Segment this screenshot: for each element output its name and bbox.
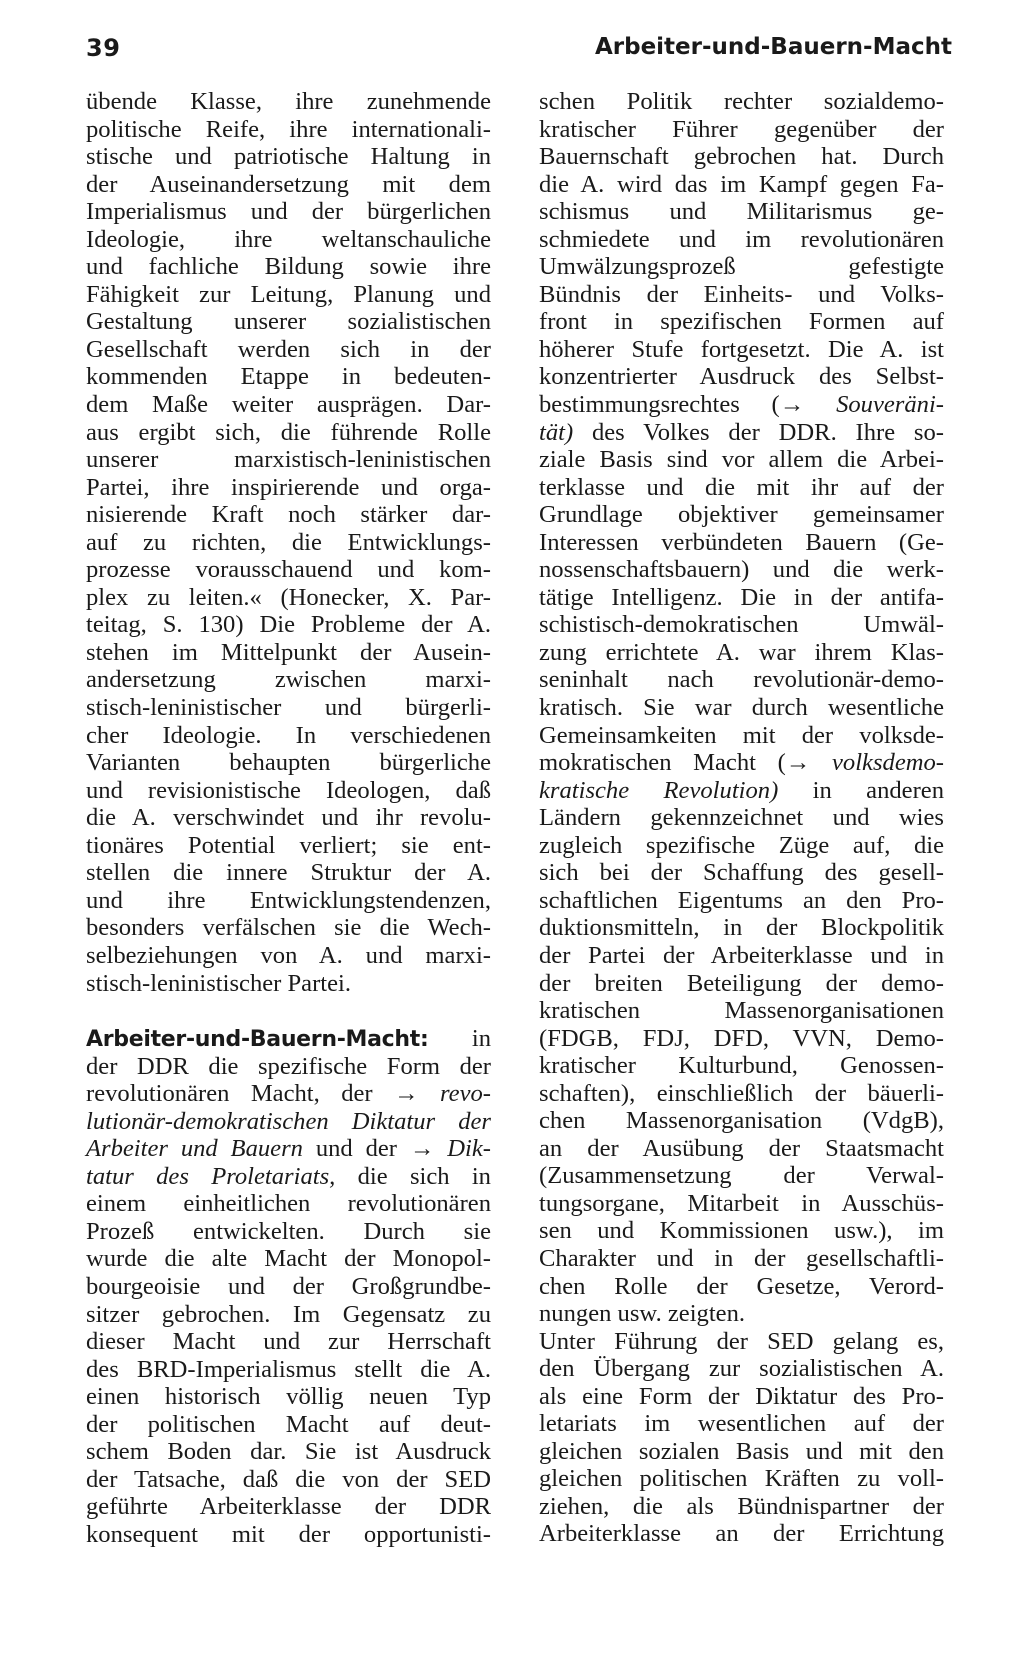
text-line: kratischer Kulturbund, Genossen- — [539, 1052, 944, 1080]
text-line: Arbeiterklasse an der Errichtung — [539, 1520, 944, 1548]
text-line: gleichen politischen Kräften zu voll- — [539, 1465, 944, 1493]
text-line: auf zu richten, die Entwicklungs- — [86, 528, 491, 556]
entry-body — [539, 88, 944, 391]
text-line: der politischen Macht auf deut- — [86, 1410, 491, 1438]
text-line: übende Klasse, ihre zunehmende — [86, 88, 491, 115]
text-line: Gemeinsamkeiten mit der volksde- — [539, 721, 944, 749]
text-line: sich bei der Schaffung des gesell- — [539, 859, 944, 887]
text-line: kratisch. Sie war durch wesentliche — [539, 694, 944, 722]
cross-reference-arrow-icon: → — [394, 1080, 419, 1108]
text-line: Prozeß entwickelten. Durch sie — [86, 1217, 491, 1245]
text-line: Varianten behaupten bürgerliche — [86, 749, 491, 777]
text-line: aus ergibt sich, die führende Rolle — [86, 418, 491, 446]
text-line: plex zu leiten.« (Honecker, X. Par- — [86, 583, 491, 611]
text-line: stisch-leninistischer Partei. — [86, 969, 352, 997]
text-line: kratischer Führer gegenüber der — [539, 115, 944, 143]
text-line: Grundlage objektiver gemeinsamer — [539, 501, 944, 529]
entry-line: Arbeiter und Bauern und der → Dik- — [86, 1135, 491, 1163]
text-line: der breiten Beteiligung der demo- — [539, 969, 944, 997]
dictionary-entry — [86, 1025, 491, 1548]
text-line: sen und Kommissionen usw.), im — [539, 1217, 944, 1245]
text-line: und fachliche Bildung sowie ihre — [86, 253, 491, 281]
text-line: stische und patriotische Haltung in — [86, 143, 491, 171]
text-line: chen Massenorganisation (VdgB), — [539, 1107, 944, 1135]
entry-line: tatur des Proletariats, die sich in — [86, 1162, 491, 1190]
text-line: schaftlichen Eigentums an den Pro- — [539, 886, 944, 914]
page-number: 39 — [86, 34, 121, 62]
entry-line: kratische Revolution) in anderen — [539, 776, 944, 804]
text-line: einem einheitlichen revolutionären — [86, 1190, 491, 1218]
text-line: duktionsmitteln, in der Blockpolitik — [539, 914, 944, 942]
text-line: den Übergang zur sozialistischen A. — [539, 1355, 944, 1383]
cross-reference: tatur des Proletariats, — [86, 1162, 336, 1190]
text-line: stehen im Mittelpunkt der Ausein- — [86, 638, 491, 666]
text-line: tionäres Potential verliert; sie ent- — [86, 831, 491, 859]
text-line: nisierende Kraft noch stärker dar- — [86, 501, 491, 529]
entry-line: Arbeiter-und-Bauern-Macht: in — [86, 1025, 491, 1053]
text-line: unserer marxistisch-leninistischen — [86, 446, 491, 474]
paragraph-continuation — [86, 88, 491, 997]
text-line: schismus und Militarismus ge- — [539, 198, 944, 226]
text-line: sitzer gebrochen. Im Gegensatz zu — [86, 1300, 491, 1328]
entry-line: der DDR die spezifische Form der — [86, 1052, 491, 1080]
text-line: terklasse und die mit ihr auf der — [539, 473, 944, 501]
cross-reference-arrow-icon: → — [409, 1135, 435, 1163]
text-line: der Tatsache, daß die von der SED — [86, 1465, 491, 1493]
text-line: prozesse vorausschauend und kom- — [86, 556, 491, 584]
cross-reference: volksdemo- — [810, 749, 944, 777]
text-line: schaften), einschließlich der bäuerli- — [539, 1079, 944, 1107]
text-line: (FDGB, FDJ, DFD, VVN, Demo- — [539, 1024, 944, 1052]
text-line: als eine Form der Diktatur des Pro- — [539, 1382, 944, 1410]
text-line: nossenschaftsbauern) und die werk- — [539, 556, 944, 584]
text-line: der Partei der Arbeiterklasse und in — [539, 941, 944, 969]
text-line: die A. wird das im Kampf gegen Fa- — [539, 170, 944, 198]
text-line: Fähigkeit zur Leitung, Planung und — [86, 280, 491, 308]
cross-reference-arrow-icon: → — [779, 391, 805, 419]
text-line: wurde die alte Macht der Monopol- — [86, 1245, 491, 1273]
text-line: Charakter und in der gesellschaftli- — [539, 1244, 944, 1272]
text-line: Ländern gekennzeichnet und wies — [539, 804, 944, 832]
running-head: Arbeiter-und-Bauern-Macht — [594, 34, 952, 60]
text-line: politische Reife, ihre internationali- — [86, 115, 491, 143]
text-line: Unter Führung der SED gelang es, — [539, 1327, 944, 1355]
text-line: einen historisch völlig neuen Typ — [86, 1383, 491, 1411]
left-column — [86, 88, 491, 1548]
text-line: kommenden Etappe in bedeuten- — [86, 363, 491, 391]
text-line: geführte Arbeiterklasse der DDR — [86, 1493, 491, 1521]
text-line: und revisionistische Ideologen, daß — [86, 776, 491, 804]
text-line: schmiedete und im revolutionären — [539, 225, 944, 253]
text-line: andersetzung zwischen marxi- — [86, 666, 491, 694]
text-line: Bündnis der Einheits- und Volks- — [539, 280, 944, 308]
cross-reference: Souveräni- — [804, 391, 944, 419]
text-line: selbeziehungen von A. und marxi- — [86, 941, 491, 969]
text-line: schem Boden dar. Sie ist Ausdruck — [86, 1438, 491, 1466]
text-line: konzentrierter Ausdruck des Selbst- — [539, 363, 944, 391]
text-line: zugleich spezifische Züge auf, die — [539, 831, 944, 859]
paragraph-gap — [86, 997, 491, 1025]
text-line: Partei, ihre inspirierende und orga- — [86, 473, 491, 501]
text-line: schen Politik rechter sozialdemo- — [539, 88, 944, 115]
cross-reference: Dik- — [447, 1135, 491, 1163]
text-line: höherer Stufe fortgesetzt. Die A. ist — [539, 335, 944, 363]
text-line: zung errichtete A. war ihrem Klas- — [539, 638, 944, 666]
text-line: tungsorgane, Mitarbeit in Ausschüs- — [539, 1189, 944, 1217]
entry-line: mokratischen Macht (→ volksdemo- — [539, 749, 944, 777]
text-line: front in spezifischen Formen auf — [539, 308, 944, 336]
text-line: tätige Intelligenz. Die in der antifa- — [539, 583, 944, 611]
text-line: konsequent mit der opportunisti- — [86, 1520, 491, 1548]
text-line: gleichen sozialen Basis und mit den — [539, 1437, 944, 1465]
text-line: Interessen verbündeten Bauern (Ge- — [539, 528, 944, 556]
text-line: teitag, S. 130) Die Probleme der A. — [86, 611, 491, 639]
text-line: Gestaltung unserer sozialistischen — [86, 308, 491, 336]
cross-reference: revo- — [440, 1080, 491, 1108]
cross-reference: Arbeiter und Bauern — [86, 1135, 303, 1163]
text-line: kratischen Massenorganisationen — [539, 997, 944, 1025]
page-header — [86, 28, 952, 68]
text-line: cher Ideologie. In verschiedenen — [86, 721, 491, 749]
text-line: Ideologie, ihre weltanschauliche — [86, 225, 491, 253]
text-line: besonders verfälschen sie die Wech- — [86, 914, 491, 942]
entry-line: bestimmungsrechtes (→ Souveräni- — [539, 391, 944, 419]
text-line: und ihre Entwicklungstendenzen, — [86, 886, 491, 914]
text-line: dieser Macht und zur Herrschaft — [86, 1328, 491, 1356]
entry-line: tät) des Volkes der DDR. Ihre so- — [539, 418, 944, 446]
text-line: chen Rolle der Gesetze, Verord- — [539, 1272, 944, 1300]
text-line: bourgeoisie und der Großgrundbe- — [86, 1272, 491, 1300]
text-line: (Zusammensetzung der Verwal- — [539, 1162, 944, 1190]
text-line: an der Ausübung der Staatsmacht — [539, 1134, 944, 1162]
entry-body — [539, 446, 944, 749]
text-line: Gesellschaft werden sich in der — [86, 335, 491, 363]
cross-reference: tät) — [539, 418, 574, 446]
text-line: letariats im wesentlichen auf der — [539, 1410, 944, 1438]
entry-line — [86, 1108, 491, 1136]
text-line: Bauernschaft gebrochen hat. Durch — [539, 143, 944, 171]
cross-reference: lutionär-demokratischen Diktatur der — [86, 1107, 491, 1135]
text-line: Imperialismus und der bürgerlichen — [86, 198, 491, 226]
entry-term: Arbeiter-und-Bauern-Macht: — [86, 1027, 429, 1053]
text-line: nungen usw. zeigten. — [539, 1300, 746, 1328]
paragraph — [539, 1328, 944, 1548]
text-line: schistisch-demokratischen Umwäl- — [539, 611, 944, 639]
text-line: stellen die innere Struktur der A. — [86, 859, 491, 887]
text-line: des BRD-Imperialismus stellt die A. — [86, 1355, 491, 1383]
text-line: ziehen, die als Bündnispartner der — [539, 1492, 944, 1520]
entry-body — [539, 804, 944, 1327]
cross-reference: kratische Revolution) — [539, 776, 779, 804]
entry-line: revolutionären Macht, der → revo- — [86, 1080, 491, 1108]
text-line: Umwälzungsprozeß gefestigte — [539, 253, 944, 281]
text-line: stisch-leninistischer und bürgerli- — [86, 694, 491, 722]
right-column — [539, 88, 944, 1548]
text-line: dem Maße weiter ausprägen. Dar- — [86, 391, 491, 419]
text-line: der Auseinandersetzung mit dem — [86, 170, 491, 198]
text-line: die A. verschwindet und ihr revolu- — [86, 804, 491, 832]
text-line: seninhalt nach revolutionär-demo- — [539, 666, 944, 694]
cross-reference-arrow-icon: → — [785, 749, 811, 777]
entry-body — [86, 1190, 491, 1548]
text-line: ziale Basis sind vor allem die Arbei- — [539, 446, 944, 474]
